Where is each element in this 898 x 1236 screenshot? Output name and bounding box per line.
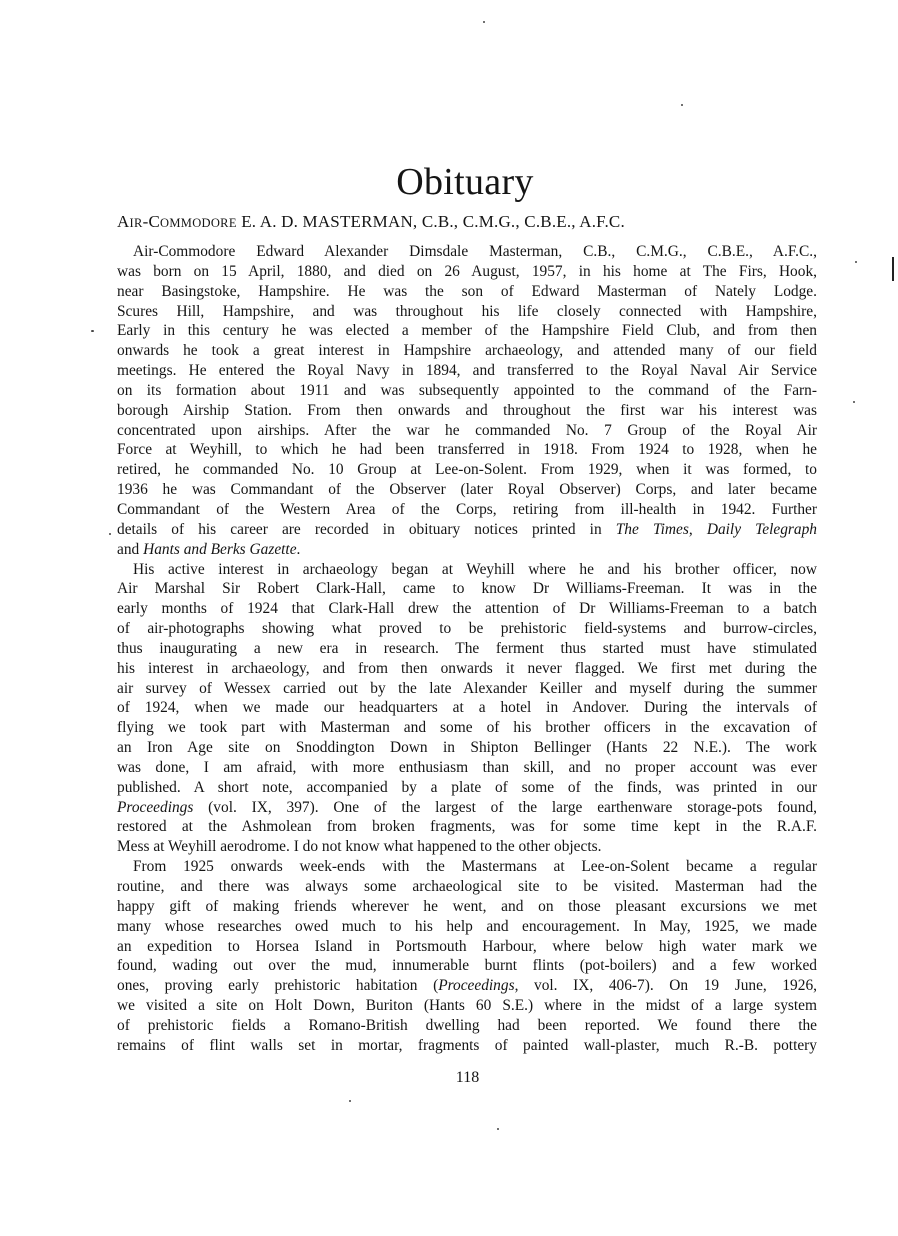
text-line (117, 976, 817, 996)
paragraph-3 (117, 857, 817, 1055)
text-line: near Basingstoke, Hampshire. He was the son of Edward Masterman of Nately Lodge. (117, 282, 817, 300)
text-line: an Iron Age site on Snoddington Down in Shipton Bellinger (Hants 22 N.E.). The work (117, 739, 817, 757)
scan-speck (109, 533, 111, 535)
text-line: was born on 15 April, 1880, and died on 26 August, 1957, in his home at The Firs, Hook, (117, 262, 817, 280)
text-run: . (296, 540, 301, 558)
text-line: of 1924, when we made our headquarters at a hotel in Andover. During the intervals of (117, 699, 817, 717)
text-line (117, 798, 817, 818)
text-line: air survey of Wessex carried out by the late Alexander Keiller and myself during the summer (117, 679, 817, 697)
text-line: happy gift of making friends wherever he went, and on those pleasant excursions we met (117, 897, 817, 915)
heading-name: E. A. D. MASTERMAN, C.B., C.M.G., C.B.E., A.F.C. (241, 212, 625, 231)
page-title: Obituary (396, 161, 534, 203)
journal-title: Proceedings (117, 798, 194, 816)
text-line: of prehistoric fields a Romano-British dwelling had been reported. We found there the (117, 1016, 817, 1034)
text-line: his interest in archaeology, and from then onwards it never flagged. We first met during the (117, 659, 817, 677)
text-line: Mess at Weyhill aerodrome. I do not know what happened to the other objects. (117, 838, 602, 856)
journal-title: Proceedings (438, 977, 515, 995)
text-line: of air-photographs showing what proved to be prehistoric field-systems and burrow-circles, (117, 620, 817, 638)
text-line: From 1925 onwards week-ends with the Mastermans at Lee-on-Solent became a regular (133, 858, 817, 876)
margin-mark (892, 257, 894, 281)
text-run: and (117, 540, 144, 558)
text-line: on its formation about 1911 and was subsequently appointed to the command of the Farn- (117, 381, 817, 399)
text-line: flying we took part with Masterman and some of his brother officers in the excavation of (117, 719, 817, 737)
scan-speck (483, 21, 485, 23)
text-run: ones, proving early prehistoric habitation ( (117, 977, 439, 995)
scan-speck (855, 261, 857, 263)
text-line: early months of 1924 that Clark-Hall drew the attention of Dr Williams-Freeman to a batch (117, 600, 817, 618)
article-body (117, 242, 817, 1056)
newspaper-title: The Times (615, 520, 689, 538)
page-number: 118 (455, 1069, 480, 1086)
text-run: , (688, 520, 707, 538)
text-line: 1936 he was Commandant of the Observer (later Royal Observer) Corps, and later became (117, 481, 817, 499)
text-line: we visited a site on Holt Down, Buriton (Hants 60 S.E.) where in the midst of a large system (117, 997, 817, 1015)
text-line: Air-Commodore Edward Alexander Dimsdale Masterman, C.B., C.M.G., C.B.E., A.F.C., (133, 243, 817, 260)
scan-speck (497, 1128, 499, 1130)
obituary-heading (117, 211, 817, 234)
text-line (117, 520, 817, 540)
text-run: (vol. IX, 397). One of the largest of the large earthenware storage-pots found, (193, 798, 817, 816)
newspaper-title: Daily Telegraph (706, 520, 817, 538)
text-line: remains of flint walls set in mortar, fragments of painted wall-plaster, much R.-B. pottery (117, 1036, 817, 1054)
newspaper-title: Hants and Berks Gazette (143, 540, 297, 558)
text-line: onwards he took a great interest in Hampshire archaeology, and attended many of our field (117, 342, 817, 360)
text-line: many whose researches owed much to his help and encouragement. In May, 1925, we made (117, 917, 817, 935)
scan-speck (681, 104, 683, 106)
text-line: Force at Weyhill, to which he had been transferred in 1918. From 1924 to 1928, when he (117, 441, 817, 459)
scan-speck (91, 330, 94, 332)
text-line: Scures Hill, Hampshire, and was throughout his life closely connected with Hampshire, (117, 302, 817, 320)
text-line: meetings. He entered the Royal Navy in 1894, and transferred to the Royal Naval Air Service (117, 362, 817, 380)
text-line: concentrated upon airships. After the war he commanded No. 7 Group of the Royal Air (117, 421, 817, 439)
text-line: restored at the Ashmolean from broken fragments, was for some time kept in the R.A.F. (117, 818, 817, 836)
text-line: published. A short note, accompanied by a plate of some of the finds, was printed in our (117, 778, 817, 796)
text-line: routine, and there was always some archaeological site to be visited. Masterman had the (117, 878, 817, 895)
text-line: Air Marshal Sir Robert Clark-Hall, came to know Dr Williams-Freeman. It was in the (117, 580, 817, 598)
scan-speck (853, 401, 855, 403)
text-line: Early in this century he was elected a member of the Hampshire Field Club, and from then (117, 322, 817, 340)
text-line: borough Airship Station. From then onwards and throughout the first war his interest was (117, 401, 817, 419)
text-line: thus inaugurating a new era in research. The ferment thus started must have stimulated (117, 639, 817, 657)
text-line: retired, he commanded No. 10 Group at Lee-on-Solent. From 1929, when it was formed, to (117, 461, 817, 479)
text-run: , vol. IX, 406-7). On 19 June, 1926, (514, 977, 817, 995)
text-line: found, wading out over the mud, innumerable burnt flints (pot-boilers) and a few worked (117, 957, 817, 975)
text-line (117, 540, 817, 560)
heading-rank: AIR-COMMODORE (117, 212, 237, 231)
text-line: an expedition to Horsea Island in Portsmouth Harbour, where below high water mark we (117, 937, 817, 955)
scan-speck (349, 1100, 351, 1102)
text-line: His active interest in archaeology began at Weyhill where he and his brother officer, now (133, 560, 817, 578)
text-run: details of his career are recorded in obituary notices printed in (117, 520, 616, 538)
paragraph-2 (117, 560, 817, 858)
paragraph-1 (117, 242, 817, 560)
text-line: Commandant of the Western Area of the Corps, retiring from ill-health in 1942. Further (117, 500, 817, 518)
text-line: was done, I am afraid, with more enthusiasm than skill, and no proper account was ever (117, 758, 817, 776)
